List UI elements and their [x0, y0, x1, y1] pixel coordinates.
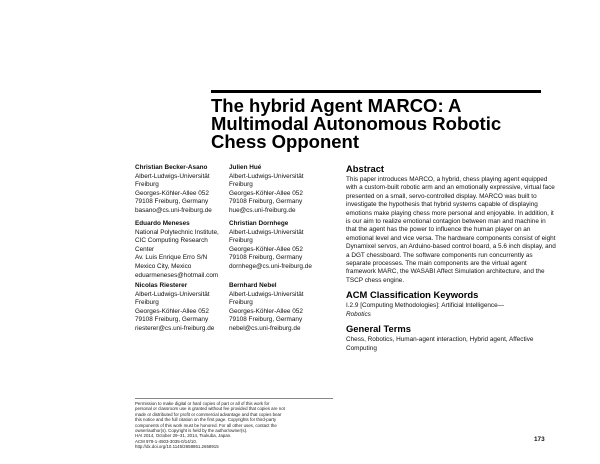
- author-name: Christian Dornhege: [229, 220, 289, 227]
- author-block: [229, 282, 329, 334]
- author-affiliation: Freiburg: [135, 181, 159, 189]
- author-affiliation: Albert-Ludwigs-Universität: [229, 290, 304, 298]
- author-email: nebel@cs.uni-freiburg.de: [229, 324, 301, 332]
- permission-line: Permission to make digital or hard copies of part or all of this work for: [135, 401, 270, 406]
- permission-line: made or distributed for profit or commercial advantage and that copies bear: [135, 411, 282, 417]
- general-terms-heading: General Terms: [346, 323, 411, 335]
- author-affiliation: Freiburg: [229, 299, 253, 307]
- permission-line: owner/author(s). Copyright is held by the author/owner(s).: [135, 428, 248, 434]
- acm-subject: Robotics: [346, 310, 371, 318]
- author-affiliation: Freiburg: [135, 299, 159, 307]
- author-affiliation: Center: [135, 245, 155, 253]
- author-email: eduarmeneses@hotmail.com: [135, 271, 219, 279]
- title-block: [211, 90, 541, 151]
- author-block: [135, 220, 235, 280]
- author-block: [229, 164, 329, 216]
- author-affiliation: Freiburg: [229, 237, 253, 245]
- acm-heading: ACM Classification Keywords: [346, 289, 479, 301]
- author-name: Nicolas Riesterer: [135, 282, 188, 289]
- author-address: 79108 Freiburg, Germany: [229, 316, 303, 324]
- acm-text: [346, 302, 556, 319]
- permission-line: this notice and the full citation on the first page. Copyrights for third-party: [135, 417, 277, 423]
- author-address: Georges-Köhler-Allee 052: [135, 189, 209, 197]
- author-affiliation: CIC Computing Research: [135, 237, 208, 245]
- author-affiliation: Albert-Ludwigs-Universität: [135, 290, 210, 298]
- author-address: Mexico City, Mexico: [135, 262, 192, 270]
- conference-line: HAI 2014, October 29–31, 2014, Tsukuba, Japan.: [135, 433, 232, 439]
- paper-title: The hybrid Agent MARCO: A Multimodal Autonomous Robotic Chess Opponent: [211, 95, 502, 152]
- author-affiliation: Freiburg: [229, 181, 253, 189]
- author-name: Eduardo Meneses: [135, 220, 190, 227]
- author-affiliation: Albert-Ludwigs-Universität: [229, 172, 304, 180]
- author-name: Christian Becker-Asano: [135, 164, 208, 171]
- title-rule: [211, 90, 541, 93]
- isbn-line: ACM 978-1-4503-3035-0/14/10.: [135, 438, 197, 444]
- author-address: 79108 Freiburg, Germany: [135, 198, 209, 206]
- author-block: [135, 164, 235, 216]
- author-address: Georges-Köhler-Allee 052: [229, 189, 303, 197]
- author-address: Georges-Köhler-Allee 052: [229, 245, 303, 253]
- general-terms-text: Chess, Robotics, Human-agent interaction, Hybrid agent, Affective Computing: [346, 336, 534, 352]
- author-address: 79108 Freiburg, Germany: [135, 316, 209, 324]
- abstract-heading: Abstract: [346, 163, 385, 174]
- author-email: basano@cs.uni-freiburg.de: [135, 206, 212, 214]
- permission-line: personal or classroom use is granted without fee provided that copies are not: [135, 406, 285, 412]
- author-affiliation: Albert-Ludwigs-Universität: [135, 172, 210, 180]
- author-email: riesterer@cs.uni-freiburg.de: [135, 324, 215, 332]
- author-address: Georges-Köhler-Allee 052: [229, 307, 303, 315]
- author-affiliation: National Polytechnic Institute,: [135, 228, 219, 236]
- permission-rule: [135, 398, 333, 399]
- right-column: [346, 164, 556, 353]
- acm-classification: I.2.9 [Computing Methodologies]: Artificial Intelligence—: [346, 302, 505, 310]
- author-email: hue@cs.uni-freiburg.de: [229, 206, 296, 214]
- author-block: [229, 220, 329, 272]
- page-number: 173: [534, 436, 545, 443]
- author-block: [135, 282, 235, 334]
- author-address: 79108 Freiburg, Germany: [229, 254, 303, 262]
- author-email: dornhege@cs.uni-freiburg.de: [229, 262, 312, 270]
- permission-block: [135, 401, 333, 450]
- author-address: Georges-Köhler-Allee 052: [135, 307, 209, 315]
- author-address: 79108 Freiburg, Germany: [229, 198, 303, 206]
- author-affiliation: Albert-Ludwigs-Universität: [229, 228, 304, 236]
- abstract-text: This paper introduces MARCO, a hybrid, chess playing agent equipped with a custom-built robotic arm and an emotionally expressive, virtual face presented on a small, servo-controlled display. MARCO was built to investigate the hypothesis that hybrid systems capable of displaying emotions make playing chess more personal and enjoyable. In addition, it is our aim to realize emotional contagion between man and machine in that the agent has the power to influence the human player on an emotional level and vice versa. The hardware components consist of eight Dynamixel servos, an Arduino-based control board, a 5.6 inch display, and a DGT chessboard. The software components run concurrently as separate processes. The main components are the virtual agent framework MARC, the WASABI Affect Simulation architecture, and the TSCP chess engine.: [346, 176, 556, 284]
- author-name: Julien Hué: [229, 164, 262, 171]
- permission-line: components of this work must be honored. For all other uses, contact the: [135, 422, 277, 428]
- author-address: Av. Luis Enrique Erro S/N: [135, 254, 208, 262]
- doi-link[interactable]: http://dx.doi.org/10.1145/2658861.2658915: [135, 444, 219, 450]
- author-name: Bernhard Nebel: [229, 282, 277, 289]
